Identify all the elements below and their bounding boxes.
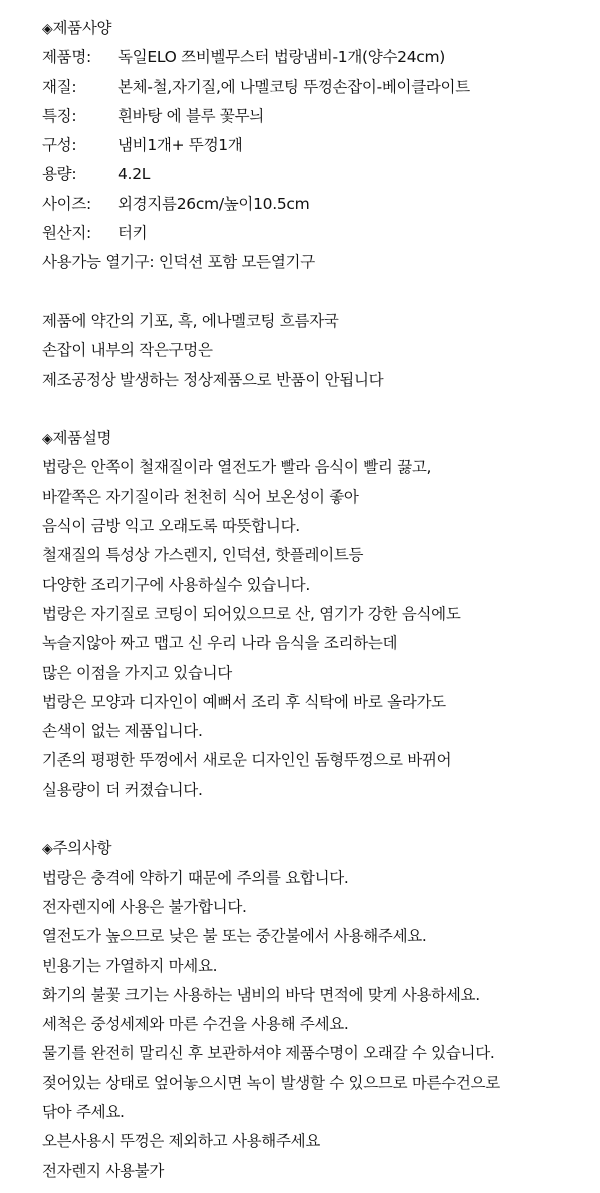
diamond-bullet-icon: ◈ [42,21,53,37]
caution-line: 화기의 불꽃 크기는 사용하는 냄비의 바닥 면적에 맞게 사용하세요. [42,985,480,1004]
spec-value: 독일ELO 쯔비벨무스터 법랑냄비-1개(양수24cm) [118,48,446,67]
caution-line: 열전도가 높으므로 낮은 불 또는 중간불에서 사용해주세요. [42,927,427,946]
spec-value: 본체-철,자기질,에 나멜코팅 뚜껑손잡이-베이클라이트 [118,77,470,96]
description-line: 음식이 금방 익고 오래도록 따뜻합니다. [42,517,300,536]
spec-value: 흰바탕 에 블루 꽃무늬 [118,106,264,125]
diamond-bullet-icon: ◈ [42,431,53,448]
spec-row-origin [42,219,600,248]
description-line: 법랑은 모양과 디자인이 예뻐서 조리 후 식탁에 바로 올라가도 [42,692,446,711]
spec-label: 원산지: [42,224,91,243]
notice-line: 제조공정상 발생하는 정상제품으로 반품이 안됩니다 [42,370,384,389]
spec-value: 4.2L [118,165,151,184]
spacer [42,805,600,834]
spec-label: 제품명: [42,48,91,67]
spec-row-size [42,190,600,219]
heat-source-line: 사용가능 열기구: 인덕션 포함 모든열기구 [42,253,315,272]
spec-row-composition [42,131,600,160]
caution-line: 젖어있는 상태로 엎어놓으시면 녹이 발생할 수 있으므로 마른수건으로 [42,1073,500,1092]
description-section [42,424,600,805]
description-line: 법랑은 안쪽이 철재질이라 열전도가 빨라 음식이 빨리 끓고, [42,458,432,477]
spec-row-feature [42,102,600,131]
description-line: 많은 이점을 가지고 있습니다 [42,663,232,682]
caution-line: 빈용기는 가열하지 마세요. [42,956,218,975]
caution-line: 전자렌지에 사용은 불가합니다. [42,897,247,916]
description-line: 실용량이 더 커졌습니다. [42,780,203,799]
spec-row-capacity [42,160,600,189]
diamond-bullet-icon: ◈ [42,841,53,858]
description-line: 법랑은 자기질로 코팅이 되어있으므로 산, 염기가 강한 음식에도 [42,604,461,623]
notice-section [42,307,600,395]
spec-label: 구성: [42,136,77,155]
spec-value: 터키 [118,224,148,243]
cautions-section [42,834,600,1186]
caution-line: 오븐사용시 뚜껑은 제외하고 사용해주세요 [42,1132,320,1151]
spacer [42,278,600,307]
specs-section [42,14,600,278]
specs-heading: ◈제품사양 [42,19,112,37]
notice-line: 손잡이 내부의 작은구멍은 [42,341,213,360]
spec-label: 재질: [42,77,77,96]
spec-label: 용량: [42,165,77,184]
description-line: 철재질의 특성상 가스렌지, 인덕션, 핫플레이트등 [42,546,364,565]
caution-line: 법랑은 충격에 약하기 때문에 주의를 요합니다. [42,868,349,887]
cautions-heading: ◈주의사항 [42,839,112,858]
description-heading: ◈제품설명 [42,429,112,448]
spec-label: 특징: [42,106,77,125]
description-line: 손색이 없는 제품입니다. [42,722,203,741]
description-line: 바깥쪽은 자기질이라 천천히 식어 보온성이 좋아 [42,487,359,506]
description-line: 기존의 평평한 뚜껑에서 새로운 디자인인 돔형뚜껑으로 바뀌어 [42,751,452,770]
spec-row-product-name [42,43,600,72]
caution-line: 전자렌지 사용불가 [42,1161,165,1180]
spec-label: 사이즈: [42,194,91,213]
spec-value: 외경지름26cm/높이10.5cm [118,194,310,213]
notice-line: 제품에 약간의 기포, 흑, 에나멜코팅 흐름자국 [42,311,339,330]
spec-value: 냄비1개+ 뚜껑1개 [118,136,243,155]
description-line: 녹슬지않아 짜고 맵고 신 우리 나라 음식을 조리하는데 [42,634,398,653]
spacer [42,395,600,424]
caution-line: 닦아 주세요. [42,1102,125,1121]
spec-row-material [42,73,600,102]
description-line: 다양한 조리기구에 사용하실수 있습니다. [42,575,310,594]
caution-line: 세척은 중성세제와 마른 수건을 사용해 주세요. [42,1015,349,1034]
caution-line: 물기를 완전히 말리신 후 보관하셔야 제품수명이 오래갈 수 있습니다. [42,1044,495,1063]
